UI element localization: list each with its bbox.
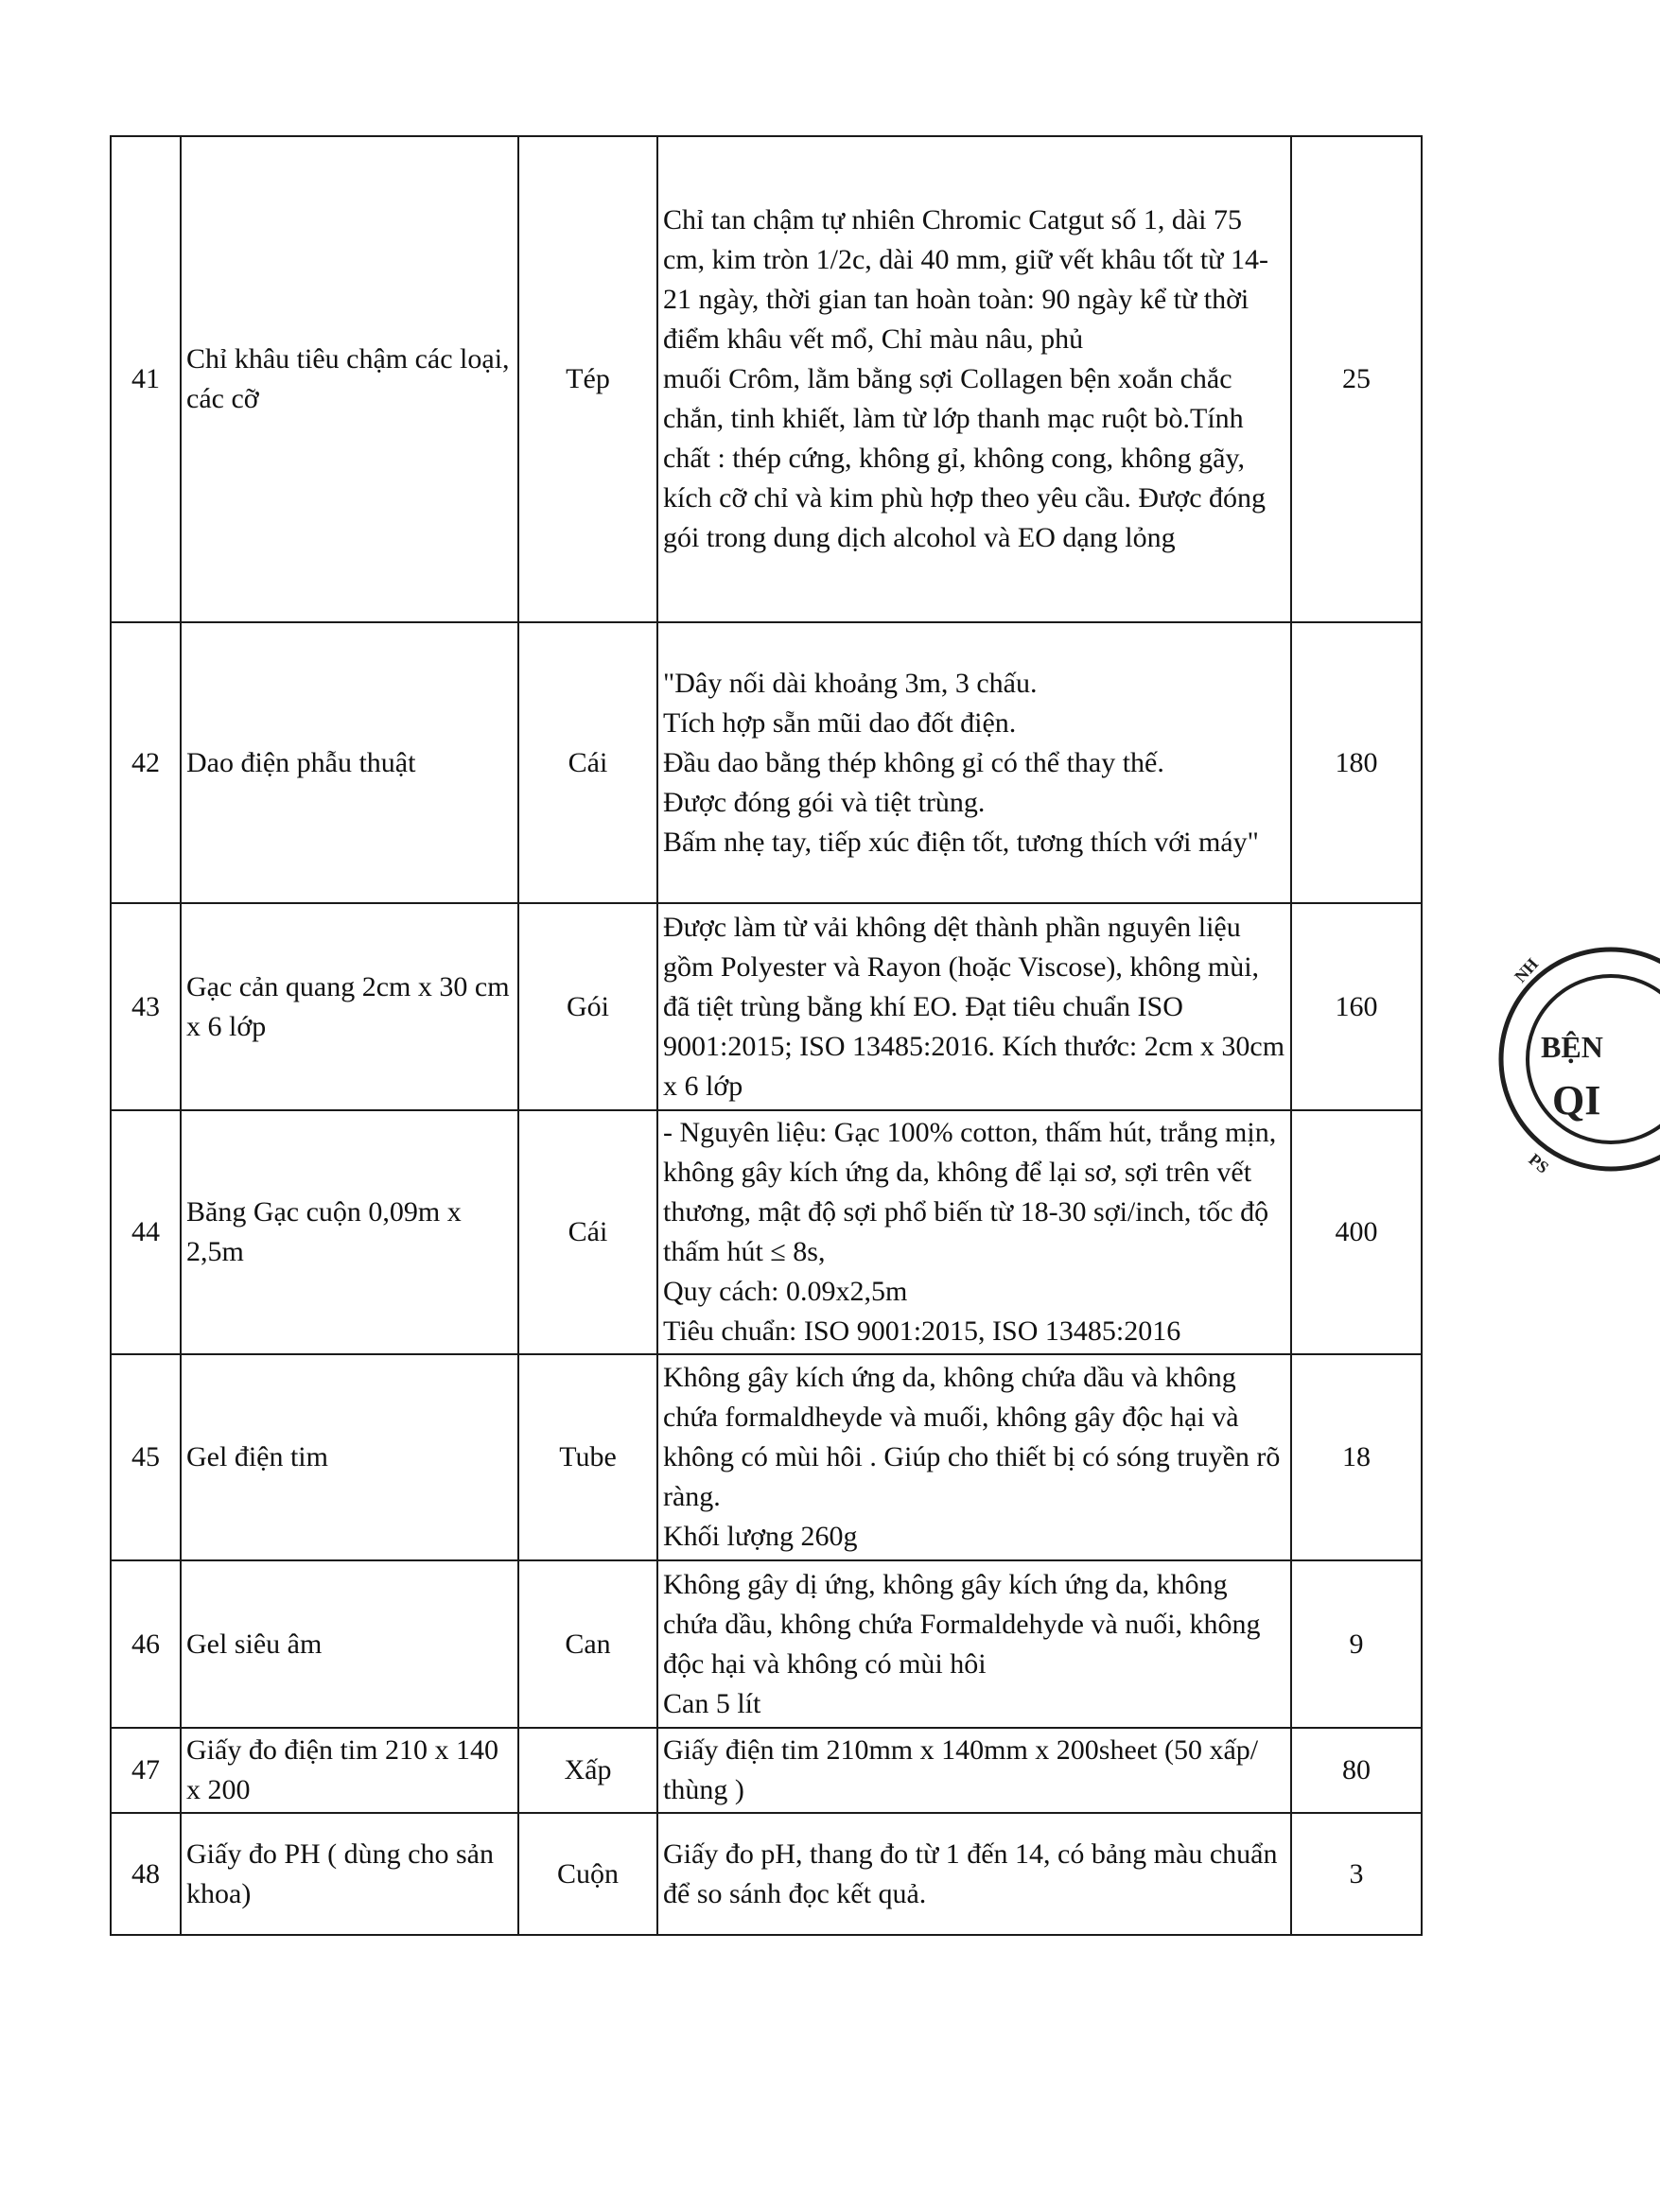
- row-number: 46: [111, 1560, 181, 1728]
- item-spec: Chỉ tan chậm tự nhiên Chromic Catgut số 1, dài 75 cm, kim tròn 1/2c, dài 40 mm, giữ vết khâu tốt từ 14-21 ngày, thời gian tan hoàn toàn: 90 ngày kể từ thời điểm khâu vết mổ, Chỉ màu nâu, phủ muối Crôm, lằm bằng sợi Collagen bện xoắn chắc chắn, tinh khiết, làm từ lớp thanh mạc ruột bò.Tính chất : thép cứng, không gỉ, không cong, không gãy, kích cỡ chỉ và kim phù hợp theo yêu cầu. Được đóng gói trong dung dịch alcohol và EO dạng lỏng: [657, 136, 1291, 622]
- table-row: [111, 1354, 1422, 1560]
- table-row: [111, 1110, 1422, 1354]
- item-unit: Tép: [518, 136, 657, 622]
- item-name: Gel điện tim: [181, 1354, 518, 1560]
- item-name: Giấy đo điện tim 210 x 140 x 200: [181, 1728, 518, 1813]
- table-row: [111, 1728, 1422, 1813]
- row-number: 44: [111, 1110, 181, 1354]
- item-spec: Giấy đo pH, thang đo từ 1 đến 14, có bảng màu chuẩn để so sánh đọc kết quả.: [657, 1813, 1291, 1935]
- item-spec: Giấy điện tim 210mm x 140mm x 200sheet (50 xấp/ thùng ): [657, 1728, 1291, 1813]
- stamp-text-mid: QI: [1552, 1077, 1601, 1123]
- item-quantity: 180: [1291, 622, 1422, 903]
- item-spec: Được làm từ vải không dệt thành phần nguyên liệu gồm Polyester và Rayon (hoặc Viscose), không mùi, đã tiệt trùng bằng khí EO. Đạt tiêu chuẩn ISO 9001:2015; ISO 13485:2016. Kích thước: 2cm x 30cm x 6 lớp: [657, 903, 1291, 1110]
- items-table: [110, 135, 1423, 1936]
- item-name: Giấy đo PH ( dùng cho sản khoa): [181, 1813, 518, 1935]
- item-spec: Không gây kích ứng da, không chứa dầu và không chứa formaldheyde và muối, không gây độc hại và không có mùi hôi . Giúp cho thiết bị có sóng truyền rõ ràng. Khối lượng 260g: [657, 1354, 1291, 1560]
- table-row: [111, 136, 1422, 622]
- item-name: Dao điện phẫu thuật: [181, 622, 518, 903]
- table-row: [111, 1560, 1422, 1728]
- table-row: [111, 622, 1422, 903]
- items-table-body: [111, 136, 1422, 1935]
- item-quantity: 160: [1291, 903, 1422, 1110]
- row-number: 42: [111, 622, 181, 903]
- row-number: 48: [111, 1813, 181, 1935]
- item-quantity: 18: [1291, 1354, 1422, 1560]
- item-quantity: 3: [1291, 1813, 1422, 1935]
- item-name: Chỉ khâu tiêu chậm các loại, các cỡ: [181, 136, 518, 622]
- item-name: Gel siêu âm: [181, 1560, 518, 1728]
- item-unit: Cái: [518, 1110, 657, 1354]
- item-quantity: 400: [1291, 1110, 1422, 1354]
- item-spec: - Nguyên liệu: Gạc 100% cotton, thấm hút, trắng mịn, không gây kích ứng da, không để lại sơ, sợi trên vết thương, mật độ sợi phổ biến từ 18-30 sợi/inch, tốc độ thấm hút ≤ 8s, Quy cách: 0.09x2,5m Tiêu chuẩn: ISO 9001:2015, ISO 13485:2016: [657, 1110, 1291, 1354]
- item-unit: Xấp: [518, 1728, 657, 1813]
- item-unit: Can: [518, 1560, 657, 1728]
- item-name: Gạc cản quang 2cm x 30 cm x 6 lớp: [181, 903, 518, 1110]
- item-name: Băng Gạc cuộn 0,09m x 2,5m: [181, 1110, 518, 1354]
- row-number: 45: [111, 1354, 181, 1560]
- row-number: 47: [111, 1728, 181, 1813]
- stamp-fragment-a: NH: [1511, 954, 1543, 986]
- stamp-fragment-b: PS: [1525, 1149, 1553, 1177]
- stamp-text-top: BỆN: [1541, 1030, 1603, 1064]
- table-row: [111, 903, 1422, 1110]
- item-quantity: 25: [1291, 136, 1422, 622]
- item-unit: Tube: [518, 1354, 657, 1560]
- row-number: 43: [111, 903, 181, 1110]
- item-unit: Cái: [518, 622, 657, 903]
- item-spec: Không gây dị ứng, không gây kích ứng da, không chứa dầu, không chứa Formaldehyde và nuối, không độc hại và không có mùi hôi Can 5 lít: [657, 1560, 1291, 1728]
- row-number: 41: [111, 136, 181, 622]
- item-unit: Gói: [518, 903, 657, 1110]
- item-quantity: 9: [1291, 1560, 1422, 1728]
- table-row: [111, 1813, 1422, 1935]
- item-quantity: 80: [1291, 1728, 1422, 1813]
- hospital-stamp: [1490, 946, 1660, 1177]
- item-spec: "Dây nối dài khoảng 3m, 3 chấu. Tích hợp sẵn mũi dao đốt điện. Đầu dao bằng thép không gỉ có thể thay thế. Được đóng gói và tiệt trùng. Bấm nhẹ tay, tiếp xúc điện tốt, tương thích với máy": [657, 622, 1291, 903]
- item-unit: Cuộn: [518, 1813, 657, 1935]
